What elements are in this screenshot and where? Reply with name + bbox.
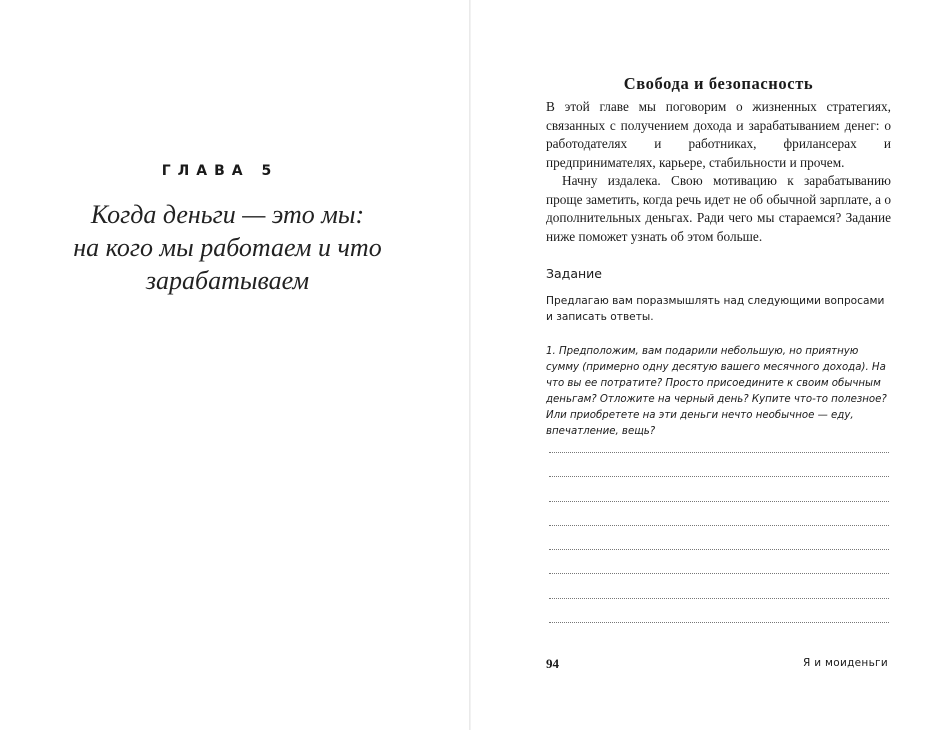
answer-line[interactable] [549,476,889,477]
answer-line[interactable] [549,525,889,526]
question-1: 1. Предположим, вам подарили небольшую, но приятную сумму (примерно одну десятую вашего месячного дохода). На что вы ее потратите? Просто присоедините к своим обычным деньгам? Отложите на черный день? Купите что-то полезное? Или приобретете на эти деньги нечто необычное — еду, впечатление, вещь? [546,346,887,437]
chapter-label: ГЛАВА 5 [161,163,279,179]
answer-line[interactable] [549,501,889,502]
right-page [471,0,940,730]
task-intro: Предлагаю вам поразмышлять над следующими вопросами и записать ответы. [546,295,885,323]
section-title: Свобода и безопасность [623,74,814,93]
body-paragraph: В этой главе мы поговорим о жизненных стратегиях, связанных с получением дохода и зарабатыванием денег: о работодателях и работниках, фрилансерах и предпринимателях, карьере, стабильности и прочем. [546,99,891,170]
answer-line[interactable] [549,549,889,550]
task-heading: Задание [546,266,602,281]
chapter-title [30,198,425,297]
chapter-title-line: Когда деньги — это мы: [90,200,365,229]
answer-lines [549,452,889,646]
running-title: Я и моиденьги [803,657,888,669]
answer-line[interactable] [549,622,889,623]
body-text [546,98,891,246]
answer-line[interactable] [549,573,889,574]
answer-line[interactable] [549,598,889,599]
chapter-title-line: на кого мы работаем и что [73,233,382,262]
chapter-title-line: зарабатываем [145,266,310,295]
body-paragraph: Начну издалека. Свою мотивацию к зарабатыванию проще заметить, когда речь идет не об обычной зарплате, а о дополнительных деньгах. Ради чего мы стараемся? Задание ниже поможет узнать об этом больше. [546,173,891,244]
page-number: 94 [546,656,559,671]
answer-line[interactable] [549,452,889,453]
